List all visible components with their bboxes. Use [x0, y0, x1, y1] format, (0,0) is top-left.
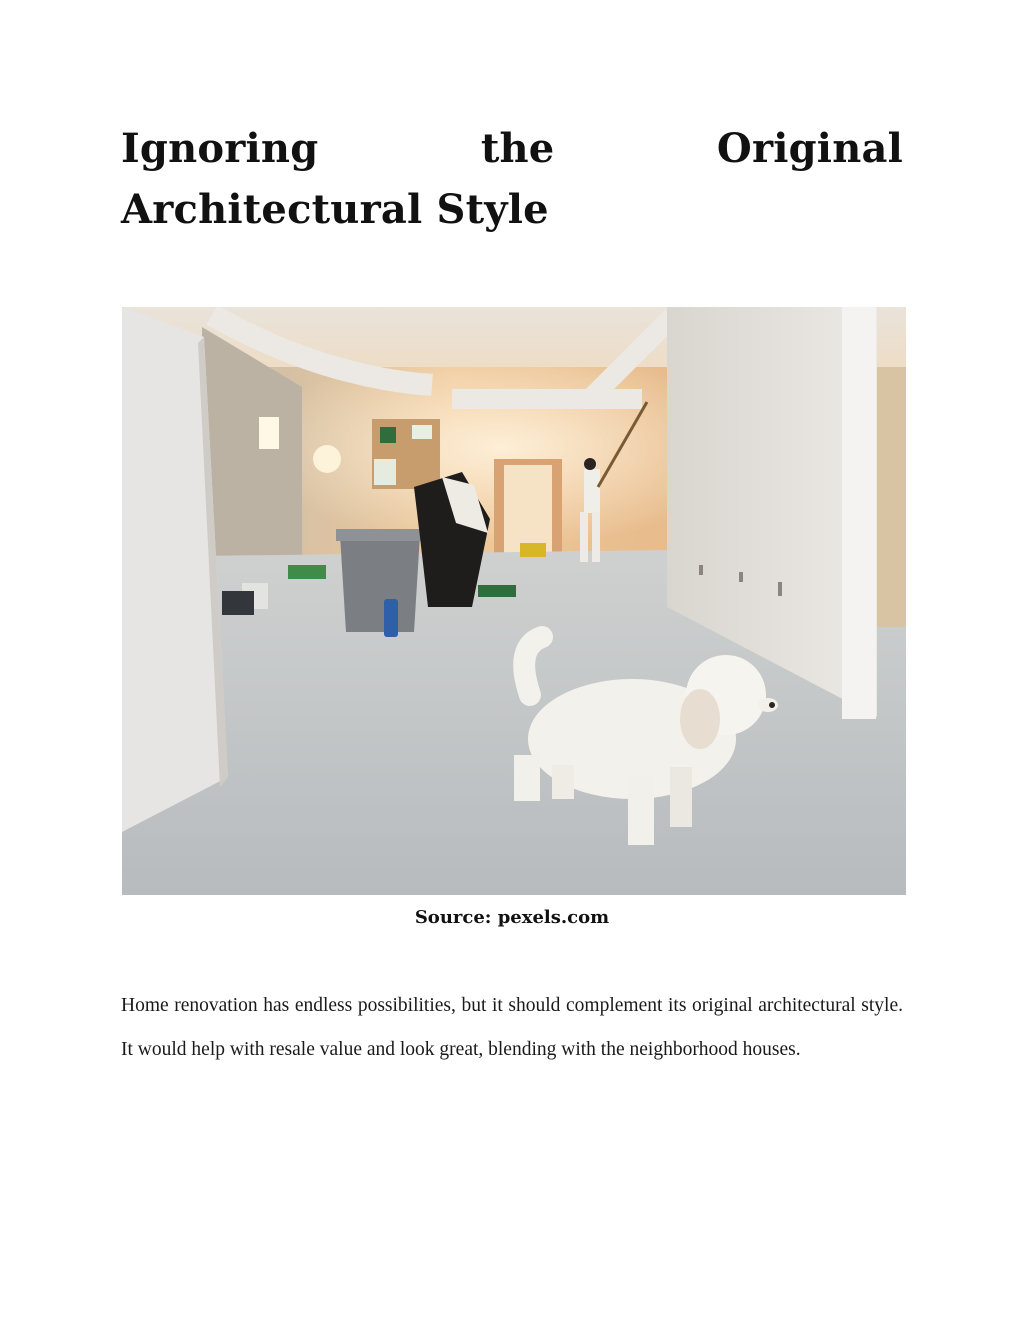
- image-caption: Source: pexels.com: [414, 907, 610, 928]
- page-title: Ignoring the Original Architectural Style: [121, 125, 903, 233]
- body-paragraph: Home renovation has endless possibilities, but it should complement its original architectural style. It would help with resale value and look great, blending with the neighborhood houses.: [121, 995, 903, 1060]
- renovation-photo: [122, 307, 906, 895]
